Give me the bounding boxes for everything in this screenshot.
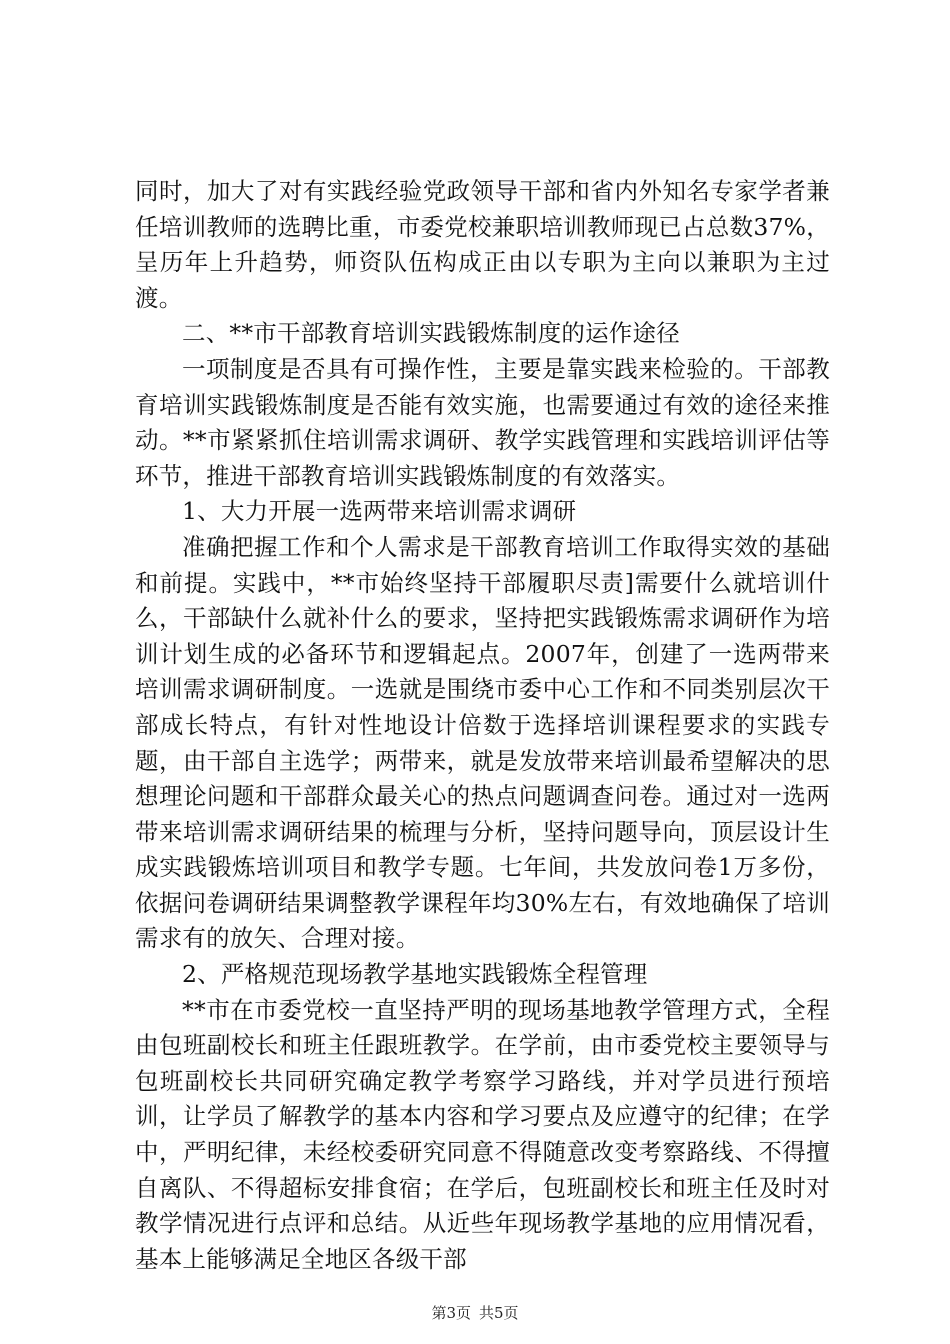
document-body bbox=[135, 174, 830, 1277]
paragraph-continued: 同时，加大了对有实践经验党政领导干部和省内外知名专家学者兼任培训教师的选聘比重，市委党校兼职培训教师现已占总数37%，呈历年上升趋势，师资队伍构成正由以专职为主向以兼职为主过渡。 bbox=[135, 177, 830, 312]
page-footer bbox=[0, 1302, 950, 1323]
paragraph-section-intro: 一项制度是否具有可操作性，主要是靠实践来检验的。干部教育培训实践锻炼制度是否能有效实施，也需要通过有效的途径来推动。**市紧紧抓住培训需求调研、教学实践管理和实践培训评估等环节，推进干部教育培训实践锻炼制度的有效落实。 bbox=[135, 354, 830, 490]
section-heading-2: 二、**市干部教育培训实践锻炼制度的运作途径 bbox=[182, 319, 680, 348]
page-number: 第3页 bbox=[431, 1304, 471, 1322]
page-total: 共5页 bbox=[479, 1304, 519, 1322]
paragraph-onsite-management: **市在市委党校一直坚持严明的现场基地教学管理方式，全程由包班副校长和班主任跟班教学。在学前，由市委党校主要领导与包班副校长共同研究确定教学考察学习路线，并对学员进行预培训，让学员了解教学的基本内容和学习要点及应遵守的纪律；在学中，严明纪律，未经校委研究同意不得随意改变考察路线、不得擅自离队、不得超标安排食宿；在学后，包班副校长和班主任及时对教学情况进行点评和总结。从近些年现场教学基地的应用情况看，基本上能够满足全地区各级干部 bbox=[135, 995, 830, 1273]
subsection-heading-2: 2、严格规范现场教学基地实践锻炼全程管理 bbox=[182, 960, 648, 989]
paragraph-needs-survey: 准确把握工作和个人需求是干部教育培训工作取得实效的基础和前提。实践中，**市始终坚持干部履职尽责]需要什么就培训什么，干部缺什么就补什么的要求，坚持把实践锻炼需求调研作为培训计划生成的必备环节和逻辑起点。2007年，创建了一选两带来培训需求调研制度。一选就是围绕市委中心工作和不同类别层次干部成长特点，有针对性地设计倍数于选择培训课程要求的实践专题，由干部自主选学；两带来，就是发放带来培训最希望解决的思想理论问题和干部群众最关心的热点问题调查问卷。通过对一选两带来培训需求调研结果的梳理与分析，坚持问题导向，顶层设计生成实践锻炼培训项目和教学专题。七年间，共发放问卷1万多份，依据问卷调研结果调整教学课程年均30%左右，有效地确保了培训需求有的放矢、合理对接。 bbox=[135, 532, 830, 953]
subsection-heading-1: 1、大力开展一选两带来培训需求调研 bbox=[182, 497, 577, 526]
